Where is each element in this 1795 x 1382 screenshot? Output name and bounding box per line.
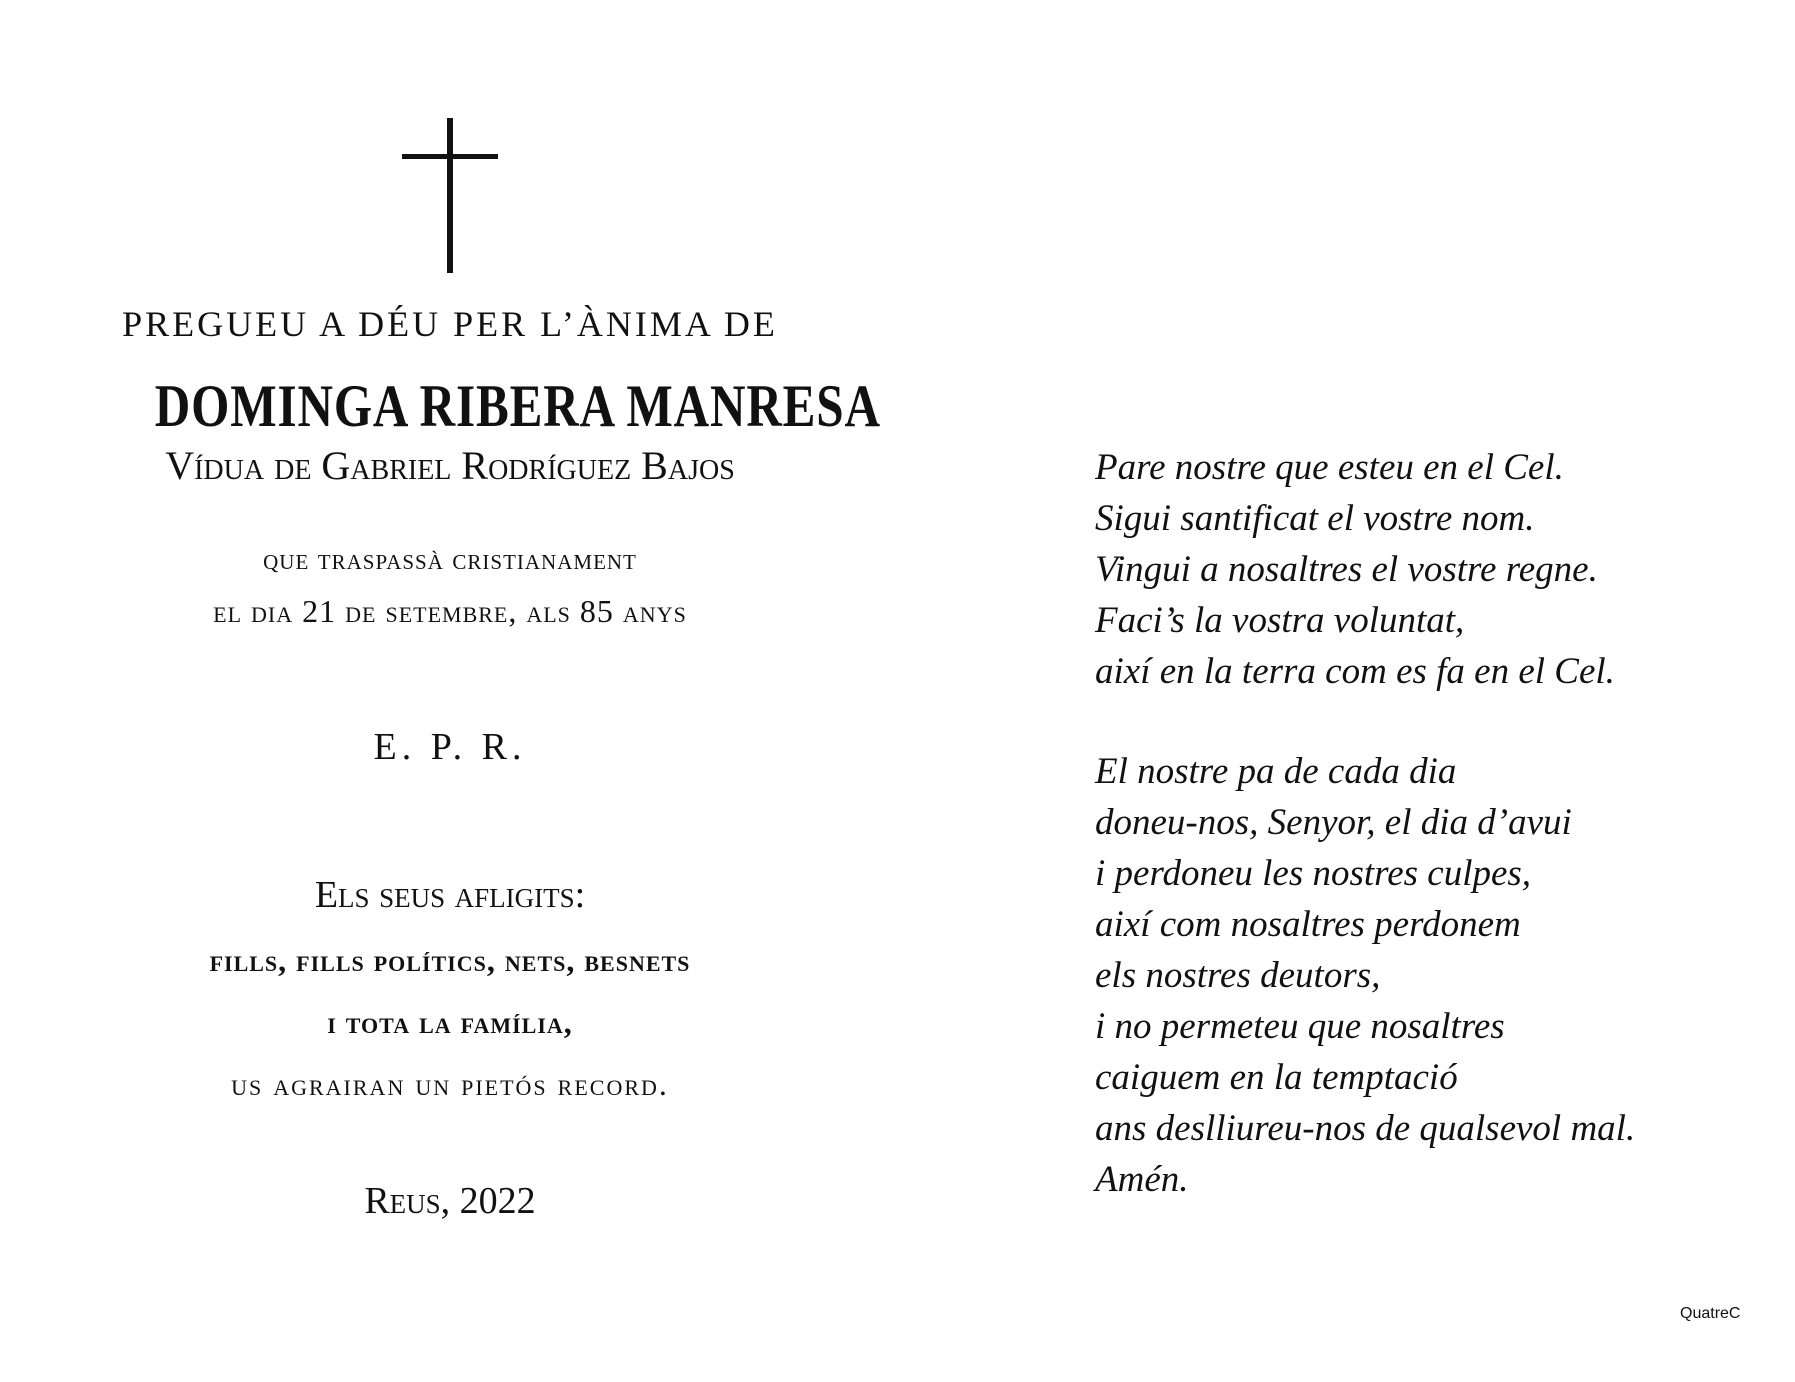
prayer-line: així com nosaltres perdonem [1095,904,1521,945]
death-notice-line-1: que traspassà cristianament [263,543,637,576]
prayer-line: caiguem en la temptació [1095,1057,1458,1098]
prayer-line: Amén. [1095,1159,1189,1200]
mourners-line-all-family: i tota la família, [327,1004,573,1041]
cross-icon [400,110,500,270]
lords-prayer-text [1095,442,1635,1205]
deceased-name: DOMINGA RIBERA MANRESA [154,373,881,439]
prayer-line: Pare nostre que esteu en el Cel. [1095,447,1564,488]
printer-mark: QuatreC [1680,1305,1741,1322]
prayer-line: El nostre pa de cada dia [1095,751,1457,792]
mourners-line-family: fills, fills polítics, nets, besnets [209,942,691,979]
cross-horizontal-bar [402,154,498,159]
prayer-line: ans deslliureu-nos de qualsevol mal. [1095,1108,1636,1149]
prayer-line: Sigui santificat el vostre nom. [1095,498,1535,539]
prayer-line: els nostres deutors, [1095,955,1381,996]
epr-abbreviation: E. P. R. [373,726,527,769]
prayer-line: així en la terra com es fa en el Cel. [1095,651,1615,692]
prayer-line: i perdoneu les nostres culpes, [1095,853,1532,894]
stanza-gap [1095,697,1635,746]
widow-line: Vídua de Gabriel Rodríguez Bajos [165,443,735,488]
mourners-heading: Els seus afligits: [314,874,586,917]
prayer-line: i no permeteu que nosaltres [1095,1006,1505,1047]
prayer-line: Vingui a nosaltres el vostre regne. [1095,549,1598,590]
pray-line: PREGUEU A DÉU PER L’ÀNIMA DE [122,304,778,344]
memorial-card-left-panel [90,110,881,1223]
mourners-line-gratitude: us agrairan un pietós record. [231,1066,669,1103]
place-and-year: Reus, 2022 [364,1180,536,1223]
death-notice-line-2: el dia 21 de setembre, als 85 anys [213,593,687,629]
prayer-line: doneu-nos, Senyor, el dia d’avui [1095,802,1572,843]
prayer-line: Faci’s la vostra voluntat, [1095,600,1465,641]
cross-vertical-bar [447,118,453,273]
